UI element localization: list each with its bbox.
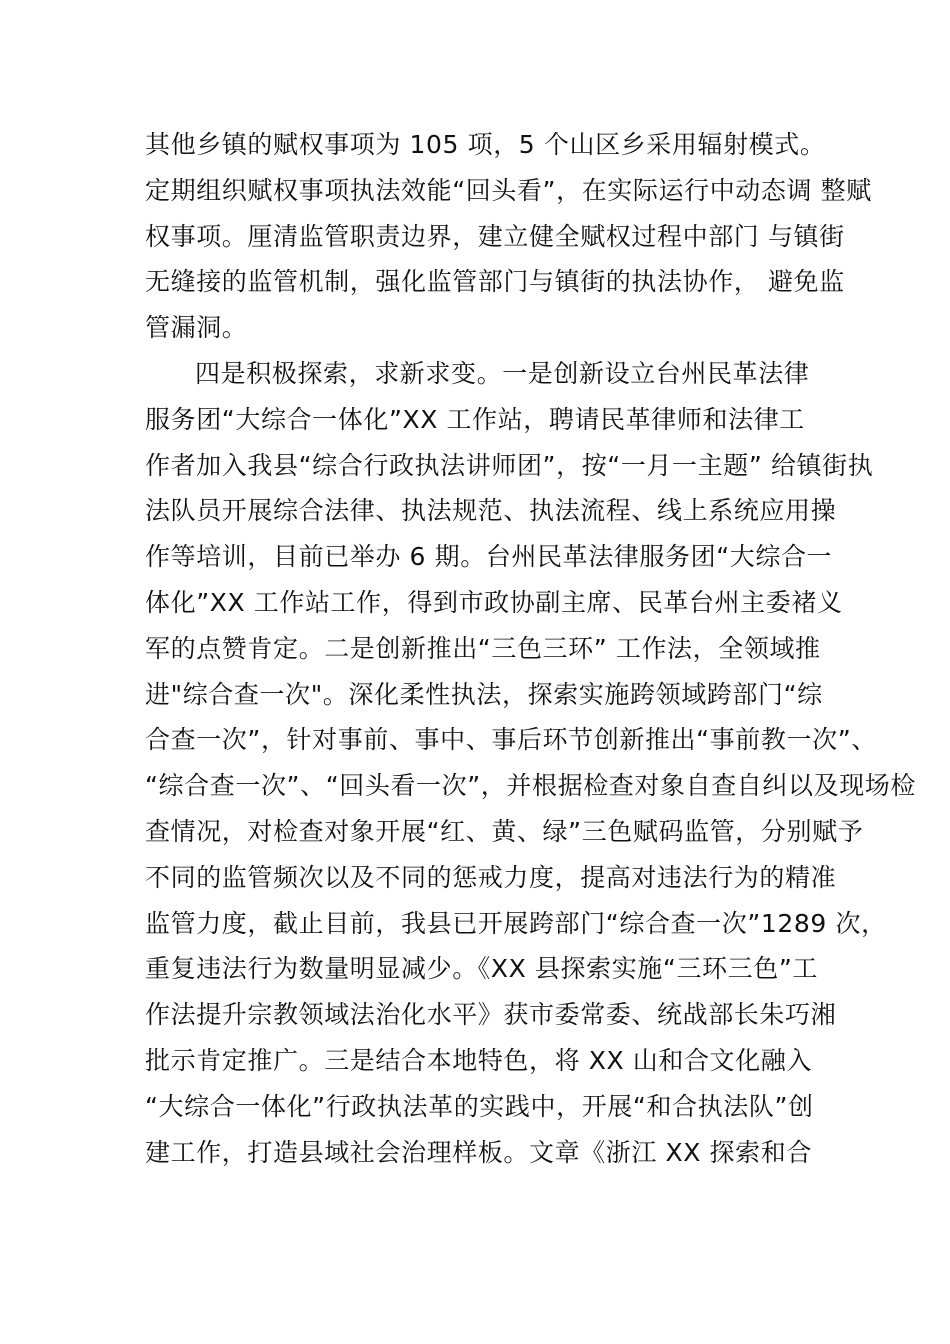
text-line: 其他乡镇的赋权事项为 105 项，5 个山区乡采用辐射模式。 <box>145 130 826 159</box>
text-line: 批示肯定推广。三是结合本地特色，将 XX 山和合文化融入 <box>145 1045 812 1075</box>
text-line: 无缝接的监管机制，强化监管部门与镇街的执法协作， 避免监 <box>145 267 845 297</box>
text-line: 重复违法行为数量明显减少。《XX 县探索实施“三环三色”工 <box>145 954 819 984</box>
text-line: 不同的监管频次以及不同的惩戒力度，提高对违法行为的精准 <box>145 862 837 892</box>
text-line: 管漏洞。 <box>145 313 248 343</box>
text-line: 监管力度，截止目前，我县已开展跨部门“综合查一次”1289 次， <box>145 908 887 938</box>
text-line: “综合查一次”、“回头看一次”，并根据检查对象自查自纠以及现场检 <box>145 771 917 801</box>
text-line: 作法提升宗教领域法治化水平》获市委常委、统战部长朱巧湘 <box>145 1000 837 1030</box>
text-line: “大综合一体化”行政执法革的实践中，开展“和合执法队”创 <box>145 1091 814 1121</box>
text-line: 定期组织赋权事项执法效能“回头看”，在实际运行中动态调 整赋 <box>145 175 872 205</box>
text-line: 服务团“大综合一体化”XX 工作站，聘请民革律师和法律工 <box>145 404 805 434</box>
text-line: 权事项。厘清监管职责边界，建立健全赋权过程中部门 与镇街 <box>145 221 845 251</box>
paragraph-first-line: 四是积极探索，求新求变。一是创新设立台州民革法律 <box>195 358 810 388</box>
text-line: 合查一次”，针对事前、事中、事后环节创新推出“事前教一次”、 <box>145 725 877 755</box>
text-line: 法队员开展综合法律、执法规范、执法流程、线上系统应用操 <box>145 496 837 526</box>
text-line: 建工作，打造县域社会治理样板。文章《浙江 XX 探索和合 <box>145 1137 812 1167</box>
text-line: 体化”XX 工作站工作，得到市政协副主席、民革台州主委褚义 <box>145 587 843 617</box>
text-line: 军的点赞肯定。二是创新推出“三色三环” 工作法，全领域推 <box>145 633 821 663</box>
body-text <box>145 122 917 1175</box>
text-line: 进"综合查一次"。深化柔性执法，探索实施跨领域跨部门“综 <box>145 679 823 709</box>
text-line: 作等培训，目前已举办 6 期。台州民革法律服务团“大综合一 <box>145 542 833 572</box>
text-line: 作者加入我县“综合行政执法讲师团”，按“一月一主题” 给镇街执 <box>145 450 874 480</box>
text-line: 查情况，对检查对象开展“红、黄、绿”三色赋码监管，分别赋予 <box>145 816 864 846</box>
